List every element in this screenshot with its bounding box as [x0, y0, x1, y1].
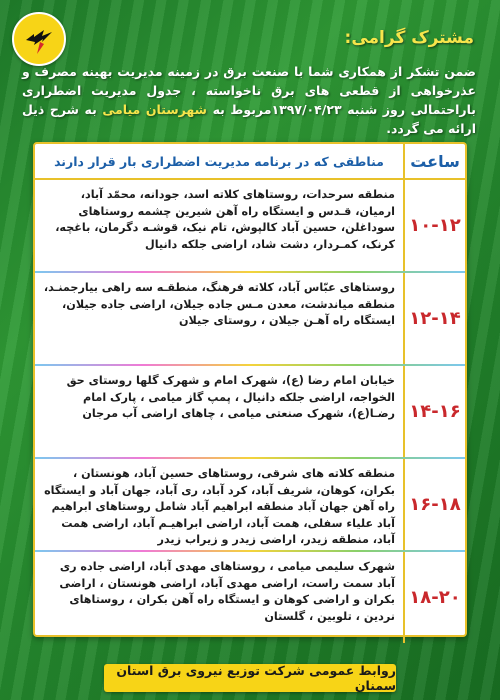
table-row: [35, 271, 465, 364]
areas-cell: شهرک سلیمی میامی ، روستاهای مهدی آباد، اراضی جاده ری آباد سمت راست، اراضی مهدی آباد، اراضی هونستان ، اراضی بکران و اراضی کوهان و ایستگاه راه آهن بکران ، روستاهای نردین ، تلوبین ، گلستان: [59, 560, 395, 623]
time-slot: ۱۸-۲۰: [403, 552, 465, 643]
table-row: [35, 364, 465, 457]
page-title: مشترک گرامی:: [344, 28, 474, 48]
schedule-table: [33, 142, 467, 637]
table-row: [35, 457, 465, 550]
areas-cell: منطقه کلاته های شرقی، روستاهای حسین آباد، هونستان ، بکران، کوهان، شریف آباد، کرد آباد، ری آباد، جهان آباد و ایستگاه راه آهن جهان آباد منطقه ابراهیم آباد شامل روستاهای ابراهیم آباد علیاء سفلی، همت آباد، اراضی ابراهیـم آباد، اراضی همت آباد، منطقه زیدر، اراضی زیدر و زیراب زیدر: [44, 467, 395, 546]
intro-part2: به شرح ذیل ارائه می گردد.: [22, 102, 476, 136]
table-row: [35, 180, 465, 271]
footer-credit: روابط عمومی شرکت توزیع نیروی برق استان سمنان: [104, 664, 396, 692]
intro-text: [22, 62, 476, 138]
power-company-logo-icon: [12, 12, 66, 66]
column-header-areas: مناطقی که در برنامه مدیریت اضطراری بار قرار دارند: [54, 153, 384, 169]
column-header-time: ساعت: [403, 144, 465, 178]
areas-cell: خیابان امام رضا (ع)، شهرک امام و شهرک گلها روستای حق الخواجه، اراضی جلکه دانیال ، پمپ گاز میامی ، پارک امام رضـا(ع)، شهرک صنعتی میامی ، چاهای اراضی آب مرجان: [66, 374, 395, 420]
areas-cell: روستاهای عبّاس آباد، کلاته فرهنگ، منطقـه سه راهی بیارجمنـد، منطقه میاندشت، معدن مـس جاده جیلان، اراضی جاده جیلان، ایستگاه راه آهـن جیلان ، روستای جیلان: [43, 281, 395, 327]
time-slot: ۱۴-۱۶: [403, 366, 465, 457]
time-slot: ۱۰-۱۲: [403, 180, 465, 271]
intro-highlight-city: شهرستان میامی: [102, 102, 207, 117]
areas-cell: منطقه سرحدات، روستاهای کلاته اسد، جودانه، محمّد آباد، ارمیان، قـدس و ایستگاه راه آهن شیرین چشمه روستاهای سوداغلن، حسین آباد کالپوش، تام نیک، قوشـه دگرمان، باغچه، کرنک، کمـردار، دشت شاد، اراضی جلکه دانیال: [55, 188, 395, 251]
intro-part1: ضمن تشکر از همکاری شما با صنعت برق در زمینه مدیریت بهینه مصرف و عذرخواهی از قطعی های برق ناخواسته ، جدول مدیریت اضطراری باراحتمالی روز شنبه ۱۳۹۷/۰۴/۲۳مربوط به: [22, 64, 477, 117]
header: [0, 0, 500, 140]
time-slot: ۱۶-۱۸: [403, 459, 465, 550]
table-row: [35, 550, 465, 643]
table-body: [35, 180, 465, 643]
table-header: [35, 144, 465, 180]
time-slot: ۱۲-۱۴: [403, 273, 465, 364]
